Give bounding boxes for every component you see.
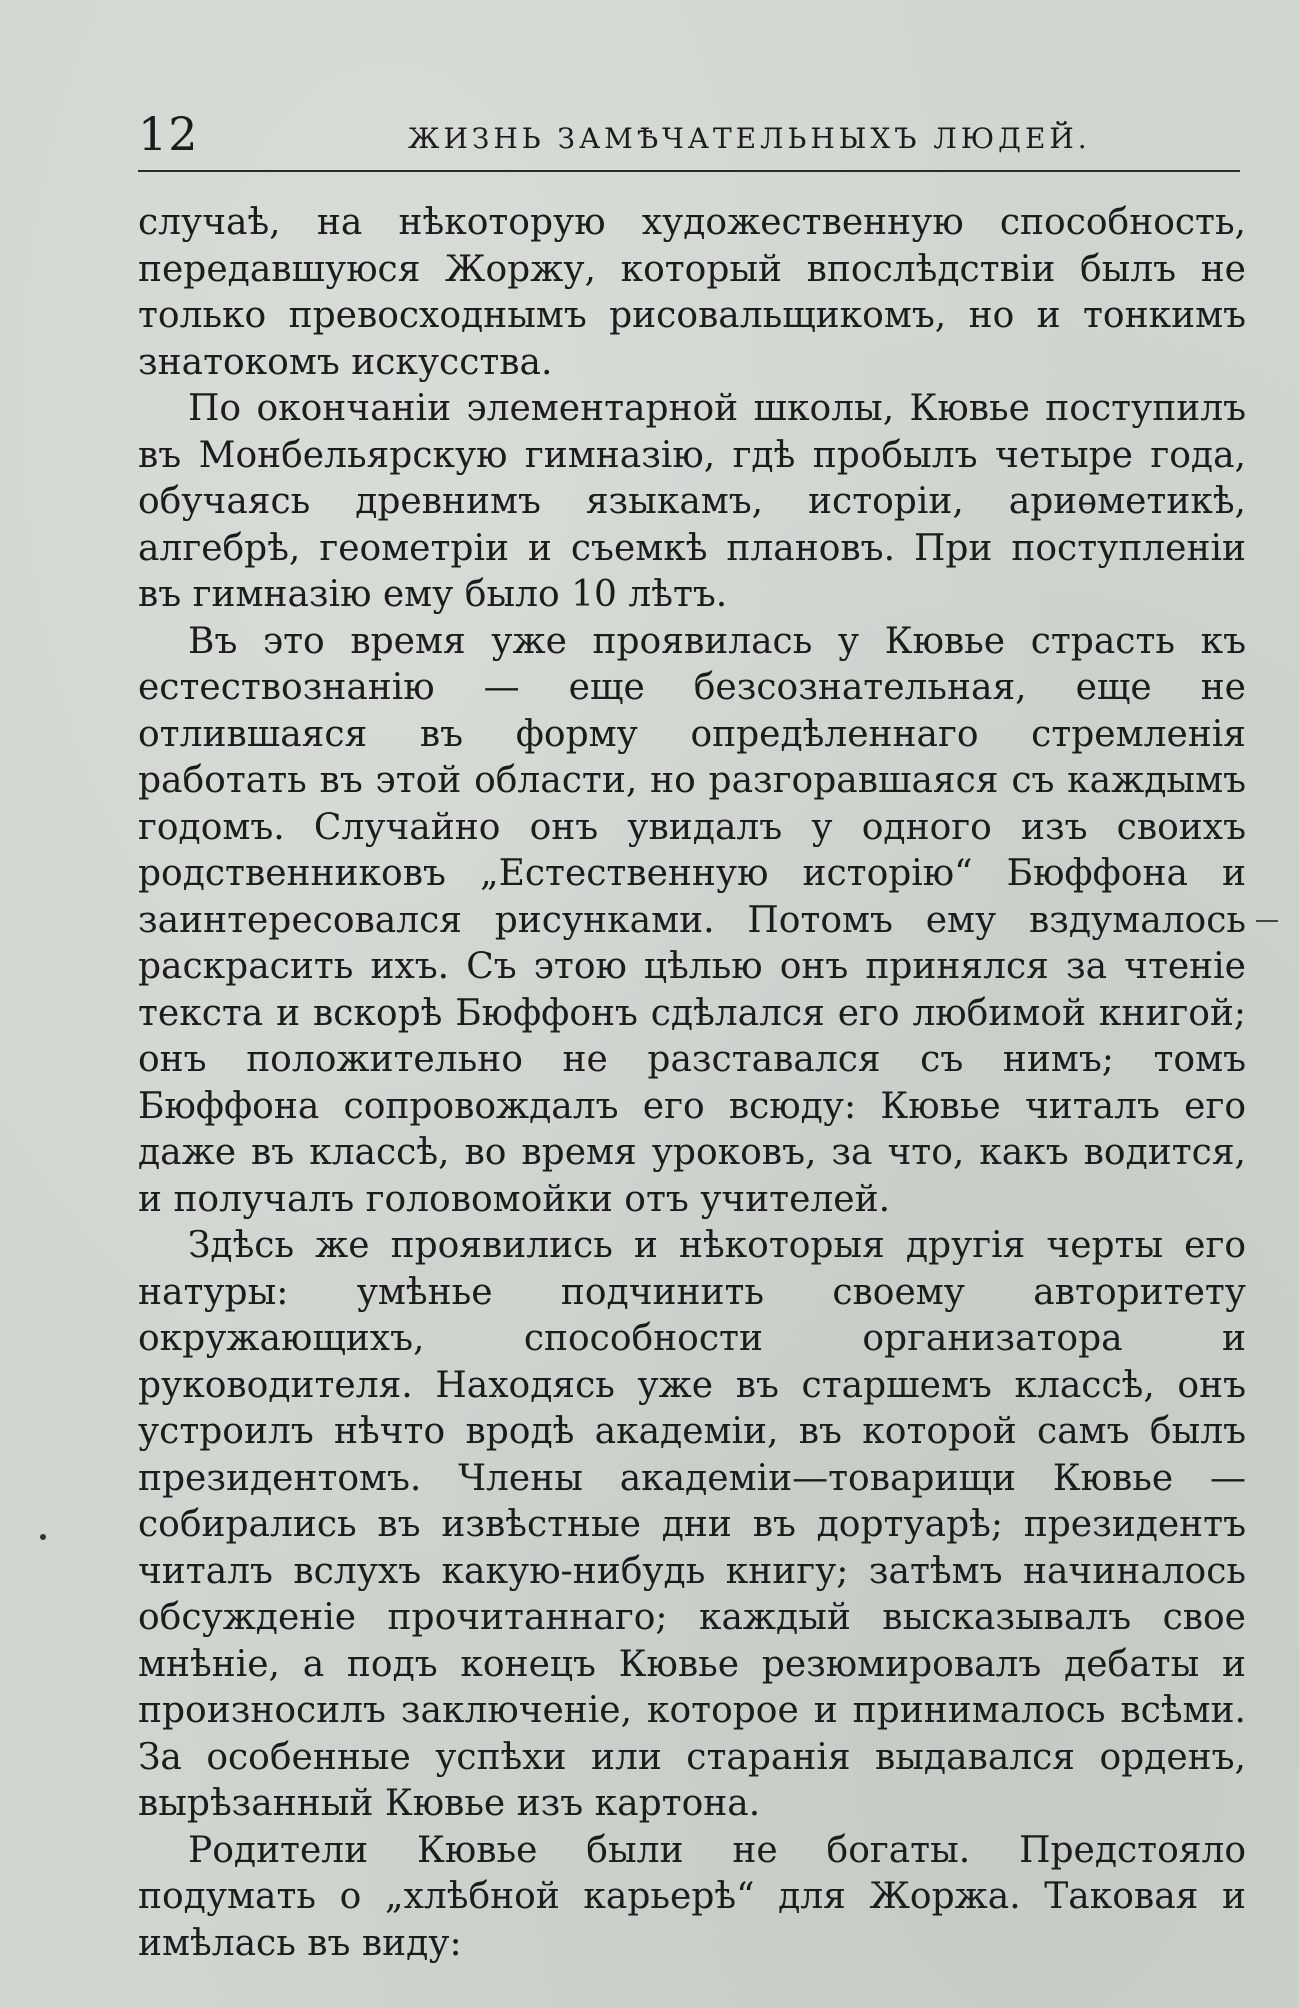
paragraph-continuation: случаѣ, на нѣкоторую художественную способность, передавшуюся Жоржу, который впослѣдствіи былъ не только превосходнымъ рисовальщикомъ, но и тонкимъ знатокомъ искусства. [138, 202, 1246, 383]
body-text [138, 200, 1246, 1967]
margin-speck [40, 1534, 46, 1540]
paragraph: Здѣсь же проявились и нѣкоторыя другія черты его натуры: умѣнье подчинить своему авторитету окружающихъ, способности организатора и руководителя. Находясь уже въ старшемъ классѣ, онъ устроилъ нѣчто вродѣ академіи, въ которой самъ былъ президентомъ. Члены академіи—товарищи Кювье — собирались въ извѣстные дни въ дортуарѣ; президентъ читалъ вслухъ какую-нибудь книгу; затѣмъ начиналось обсужденіе прочитаннаго; каждый высказывалъ свое мнѣніе, а подъ конецъ Кювье резюмировалъ дебаты и произносилъ заключеніе, которое и принималось всѣми. За особенные успѣхи или старанія выдавался орденъ, вырѣзанный Кювье изъ картона. [138, 1225, 1246, 1824]
running-title: ЖИЗНЬ ЗАМѢЧАТЕЛЬНЫХЪ ЛЮДЕЙ. [408, 122, 1091, 155]
margin-mark [1256, 920, 1278, 922]
paragraph: По окончаніи элементарной школы, Кювье поступилъ въ Монбельярскую гимназію, гдѣ пробылъ четыре года, обучаясь древнимъ языкамъ, исторіи, ариѳметикѣ, алгебрѣ, геометріи и съемкѣ плановъ. При поступленіи въ гимназію ему было 10 лѣтъ. [138, 388, 1246, 615]
page-number: 12 [138, 107, 199, 161]
paragraph: Въ это время уже проявилась у Кювье страсть къ естествознанію — еще безсознательная, еще не отлившаяся въ форму опредѣленнаго стремленія работать въ этой области, но разгоравшаяся съ каждымъ годомъ. Случайно онъ увидалъ у одного изъ своихъ родственниковъ „Естественную исторію“ Бюффона и заинтересовался рисунками. Потомъ ему вздумалось раскрасить ихъ. Съ этою цѣлью онъ принялся за чтеніе текста и вскорѣ Бюффонъ сдѣлался его любимой книгой; онъ положительно не разставался съ нимъ; томъ Бюффона сопровождалъ его всюду: Кювье читалъ его даже въ классѣ, во время уроковъ, за что, какъ водится, и получалъ головомойки отъ учителей. [138, 620, 1246, 1220]
paragraph: Родители Кювье были не богаты. Предстояло подумать о „хлѣбной карьерѣ“ для Жоржа. Таковая и имѣлась въ виду: [138, 1829, 1246, 1964]
running-head [138, 108, 1240, 172]
